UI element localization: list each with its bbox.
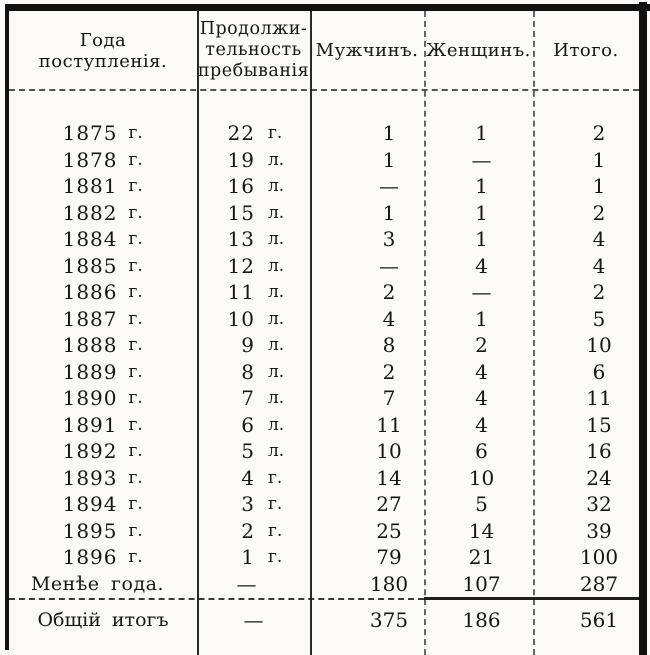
cell-year	[9, 385, 197, 412]
table-header	[9, 11, 639, 90]
year-value: 1878	[62, 147, 118, 172]
cell-duration	[197, 279, 310, 306]
duration-unit: л.	[268, 202, 285, 223]
cell-men: 8	[382, 333, 396, 357]
duration-value: 12	[227, 253, 255, 278]
cell-men: 10	[376, 439, 402, 463]
duration-unit: л.	[268, 414, 285, 435]
cell-women: 14	[468, 518, 495, 543]
year-unit: г.	[128, 202, 143, 223]
cell-year	[9, 120, 197, 147]
cell-women: 4	[475, 359, 488, 384]
duration-value: 5	[241, 439, 255, 463]
duration-unit: г.	[268, 467, 283, 488]
year-value: 1896	[62, 545, 118, 569]
table-row	[9, 200, 639, 227]
duration-unit: г.	[268, 520, 283, 541]
totals-rule-left	[9, 598, 424, 600]
cell-men: 25	[376, 518, 402, 543]
cell-total: 16	[586, 439, 612, 463]
duration-value: 2	[241, 518, 255, 543]
cell-duration	[197, 332, 310, 359]
cell-duration	[197, 226, 310, 253]
duration-value: 19	[227, 147, 255, 172]
cell-duration	[197, 306, 310, 333]
cell-men: 180	[369, 571, 409, 596]
duration-value: 3	[241, 492, 255, 516]
year-value: 1893	[62, 465, 118, 490]
cell-women: 107	[462, 571, 501, 596]
cell-duration	[197, 412, 310, 439]
cell-year	[9, 491, 197, 518]
cell-women: 4	[475, 386, 488, 410]
duration-unit: л.	[268, 282, 285, 302]
cell-year	[9, 253, 197, 280]
duration-unit: л.	[268, 149, 285, 170]
header-men: Мужчинъ.	[315, 40, 419, 61]
cell-women: —	[471, 147, 492, 172]
cell-duration	[197, 200, 310, 227]
table-row	[9, 279, 639, 306]
cell-year	[9, 226, 197, 253]
year-value: 1891	[62, 412, 118, 437]
cell-duration	[197, 359, 310, 386]
duration-value: 11	[227, 280, 255, 304]
duration-value: 1	[241, 545, 255, 569]
cell-duration	[197, 465, 310, 492]
duration-unit: л.	[268, 388, 285, 408]
totals-row	[9, 602, 639, 638]
cell-year	[9, 359, 197, 386]
cell-men: 2	[382, 359, 396, 384]
table-row	[9, 306, 639, 333]
cell-total: 6	[592, 359, 606, 384]
table-row	[9, 173, 639, 200]
year-unit: г.	[128, 282, 143, 302]
year-value: 1892	[62, 439, 118, 463]
cell-total: 100	[579, 545, 619, 569]
cell-year	[9, 173, 197, 200]
cell-duration	[197, 385, 310, 412]
table-row	[9, 465, 639, 492]
cell-total: 4	[592, 253, 606, 278]
cell-women: 2	[475, 333, 488, 357]
table-body	[9, 91, 639, 597]
cell-total: 1	[592, 174, 606, 198]
duration-value: 9	[241, 333, 255, 357]
header-women: Женщинъ.	[426, 40, 531, 61]
duration-value: 16	[227, 174, 255, 198]
year-unit: г.	[128, 441, 143, 461]
year-value: 1889	[62, 359, 118, 384]
cell-year	[9, 518, 197, 545]
cell-men: 79	[376, 545, 402, 569]
duration-unit: г.	[268, 123, 283, 143]
duration-value: 15	[227, 200, 255, 225]
cell-men: 2	[382, 280, 396, 304]
table-row	[9, 412, 639, 439]
year-value: 1875	[62, 121, 118, 145]
cell-men: 3	[382, 227, 396, 251]
duration-value: 13	[227, 227, 255, 251]
year-unit: г.	[128, 149, 143, 170]
cell-women: 5	[475, 492, 488, 516]
table-row	[9, 147, 639, 174]
year-value: 1887	[62, 306, 118, 331]
cell-men: —	[379, 174, 399, 198]
totals-total: 561	[579, 608, 619, 632]
year-unit: г.	[128, 176, 143, 196]
duration-value: 7	[241, 386, 255, 410]
duration-unit: л.	[268, 361, 285, 382]
totals-label: Общій итогъ	[37, 609, 169, 631]
year-unit: г.	[128, 520, 143, 541]
cell-year	[9, 465, 197, 492]
duration-unit: л.	[268, 255, 285, 276]
table-row	[9, 226, 639, 253]
year-value: Менѣе года.	[30, 572, 165, 595]
header-years: Года поступленія.	[38, 29, 168, 72]
duration-unit: л.	[268, 176, 285, 196]
year-unit: г.	[128, 229, 143, 249]
cell-total: 4	[592, 227, 606, 251]
cell-women: 1	[475, 174, 488, 198]
table-row	[9, 332, 639, 359]
duration-unit: л.	[268, 441, 285, 461]
cell-duration	[197, 120, 310, 147]
cell-men: 14	[376, 465, 402, 490]
year-unit: г.	[128, 467, 143, 488]
table-row	[9, 253, 639, 280]
cell-men: 4	[382, 306, 396, 331]
cell-duration	[197, 147, 310, 174]
header-duration-line2: тельность	[205, 40, 302, 60]
totals-duration: —	[243, 608, 264, 632]
duration-unit: л.	[268, 229, 285, 249]
cell-total: 10	[586, 333, 612, 357]
year-value: 1894	[62, 492, 118, 516]
year-value: 1895	[62, 518, 118, 543]
cell-total: 1	[592, 147, 606, 172]
duration-unit: г.	[268, 494, 283, 514]
cell-total: 11	[586, 386, 612, 410]
cell-total: 39	[586, 518, 612, 543]
header-duration-line1: Продолжи-	[199, 19, 308, 39]
cell-total: 32	[586, 492, 612, 516]
cell-year	[9, 279, 197, 306]
cell-women: —	[471, 280, 492, 304]
cell-total: 15	[586, 412, 612, 437]
cell-year	[9, 306, 197, 333]
cell-women: 1	[475, 200, 488, 225]
cell-duration	[197, 571, 310, 600]
year-unit: г.	[128, 361, 143, 382]
cell-men: 1	[382, 147, 396, 172]
table-row	[9, 438, 639, 465]
table-row	[9, 518, 639, 545]
cell-women: 4	[475, 253, 488, 278]
table-row	[9, 359, 639, 386]
duration-value: 22	[227, 121, 255, 145]
cell-year	[9, 332, 197, 359]
cell-year	[9, 571, 197, 600]
cell-year	[9, 412, 197, 439]
year-value: 1885	[62, 253, 118, 278]
cell-women: 6	[475, 439, 488, 463]
duration-value: 6	[241, 412, 255, 437]
table-row	[9, 491, 639, 518]
cell-year	[9, 544, 197, 571]
year-unit: г.	[128, 335, 143, 355]
cell-total: 2	[592, 200, 606, 225]
cell-women: 1	[475, 306, 488, 331]
duration-unit: л.	[268, 308, 285, 329]
cell-total: 24	[586, 465, 612, 490]
cell-men: 11	[376, 412, 402, 437]
table-row	[9, 571, 639, 598]
year-value: 1886	[62, 280, 118, 304]
cell-women: 10	[468, 465, 495, 490]
duration-value: 8	[241, 359, 255, 384]
year-unit: г.	[128, 547, 143, 567]
cell-men: 1	[382, 121, 396, 145]
cell-men: —	[379, 253, 399, 278]
cell-women: 1	[475, 121, 488, 145]
year-unit: г.	[128, 123, 143, 143]
cell-duration	[197, 253, 310, 280]
cell-year	[9, 438, 197, 465]
table-row	[9, 544, 639, 571]
cell-women: 21	[468, 545, 495, 569]
cell-duration	[197, 173, 310, 200]
cell-duration	[197, 544, 310, 571]
table-top-border	[7, 4, 650, 11]
header-duration-line3: пребыванія	[197, 61, 310, 81]
year-value: 1884	[62, 227, 118, 251]
year-unit: г.	[128, 414, 143, 435]
cell-men: 7	[382, 386, 396, 410]
duration-unit: л.	[268, 335, 285, 355]
year-value: 1888	[62, 333, 118, 357]
year-unit: г.	[128, 255, 143, 276]
totals-women: 186	[462, 608, 501, 632]
duration-unit: г.	[268, 547, 283, 567]
year-value: 1881	[62, 174, 118, 198]
header-duration	[197, 19, 310, 82]
cell-women: 1	[475, 227, 488, 251]
table-row	[9, 385, 639, 412]
header-total: Итого.	[553, 40, 619, 61]
cell-year	[9, 147, 197, 174]
year-unit: г.	[128, 494, 143, 514]
year-unit: г.	[128, 388, 143, 408]
year-value: 1882	[62, 200, 118, 225]
cell-duration	[197, 438, 310, 465]
duration-value: —	[236, 571, 258, 596]
year-value: 1890	[62, 386, 118, 410]
cell-total: 287	[579, 571, 619, 596]
cell-total: 5	[592, 306, 606, 331]
totals-rule-right	[424, 597, 639, 600]
cell-duration	[197, 491, 310, 518]
cell-duration	[197, 518, 310, 545]
cell-year	[9, 200, 197, 227]
duration-value: 4	[241, 465, 255, 490]
year-unit: г.	[128, 308, 143, 329]
cell-women: 4	[475, 412, 488, 437]
duration-value: 10	[227, 306, 255, 331]
cell-total: 2	[592, 280, 606, 304]
totals-men: 375	[369, 608, 409, 632]
cell-men: 27	[376, 492, 402, 516]
cell-total: 2	[592, 121, 606, 145]
table-row	[9, 120, 639, 147]
cell-men: 1	[382, 200, 396, 225]
